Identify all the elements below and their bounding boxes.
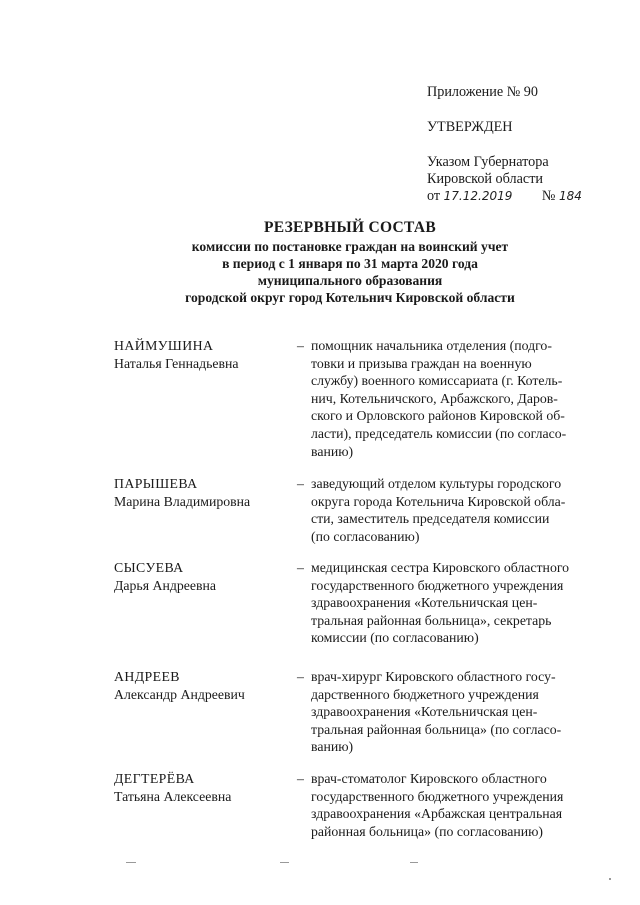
description-line: ского и Орловского районов Кировской об- — [311, 408, 565, 424]
description-line: врач-хирург Кировского областного госу- — [311, 669, 556, 684]
member-surname: ДЕГТЕРЁВА — [114, 771, 195, 786]
description-line: государственного бюджетного учреждения — [311, 577, 564, 593]
description-line: комиссии (по согласованию) — [311, 630, 479, 646]
member-description — [311, 559, 640, 647]
member-description — [311, 337, 640, 460]
handwritten-date: 17.12.2019 — [443, 189, 513, 203]
number-prefix: № — [541, 188, 556, 204]
member-description — [311, 770, 640, 840]
description-line: службу) военного комиссариата (г. Котель- — [311, 373, 563, 389]
member-surname: СЫСУЕВА — [114, 560, 184, 575]
description-line: ласти), председатель комиссии (по согласо- — [311, 425, 567, 441]
description-line: (по согласованию) — [311, 528, 420, 544]
document-title: РЕЗЕРВНЫЙ СОСТАВ — [263, 219, 437, 236]
member-name — [114, 337, 239, 373]
scan-speck — [280, 862, 289, 863]
scan-speck — [410, 862, 418, 863]
member-surname: ПАРЫШЕВА — [114, 476, 198, 491]
member-given-name: Марина Владимировна — [114, 494, 251, 509]
from-prefix: от — [427, 188, 441, 204]
description-line: заведующий отделом культуры городского — [311, 476, 562, 491]
description-line: товки и призыва граждан на военную — [311, 355, 532, 371]
description-line: здравоохранения «Котельничская цен- — [311, 704, 538, 720]
member-name — [114, 475, 250, 511]
description-line: округа города Котельнича Кировской обла- — [311, 493, 566, 509]
member-name — [114, 770, 231, 806]
date-number-line — [427, 188, 582, 205]
decree-line-2: Кировской области — [427, 171, 543, 187]
description-line: ванию) — [311, 443, 354, 459]
member-surname: НАЙМУШИНА — [114, 338, 214, 353]
decree-line-1: Указом Губернатора — [427, 154, 549, 170]
member-given-name: Дарья Андреевна — [114, 578, 217, 593]
member-name — [114, 668, 245, 704]
member-description — [311, 475, 640, 545]
title-line: комиссии по постановке граждан на воинский учет — [191, 239, 509, 254]
description-line: сти, заместитель председателя комиссии — [311, 511, 550, 527]
description-line: тральная районная больница» (по согласо- — [311, 721, 562, 737]
description-line: дарственного бюджетного учреждения — [311, 686, 539, 702]
description-line: медицинская сестра Кировского областного — [311, 560, 570, 575]
document-title-block — [110, 218, 590, 306]
member-surname: АНДРЕЕВ — [114, 669, 180, 684]
title-line: в период с 1 января по 31 марта 2020 года — [222, 256, 478, 271]
description-line: государственного бюджетного учреждения — [311, 788, 564, 804]
description-line: помощник начальника отделения (подго- — [311, 338, 552, 353]
scan-speck — [126, 862, 136, 863]
member-name — [114, 559, 216, 595]
member-dash: – — [297, 560, 304, 575]
member-given-name: Татьяна Алексеевна — [114, 789, 232, 804]
description-line: врач-стоматолог Кировского областного — [311, 771, 547, 786]
member-dash: – — [297, 476, 304, 491]
title-line: муниципального образования — [257, 273, 443, 288]
description-line: здравоохранения «Котельничская цен- — [311, 595, 538, 611]
description-line: нич, Котельничского, Арбажского, Даров- — [311, 390, 558, 406]
approval-block — [427, 84, 582, 205]
member-given-name: Александр Андреевич — [114, 687, 245, 702]
member-given-name: Наталья Геннадьевна — [114, 356, 239, 371]
member-description — [311, 668, 640, 756]
member-dash: – — [297, 771, 304, 786]
description-line: тральная районная больница», секретарь — [311, 612, 552, 628]
approved-label: УТВЕРЖДЕН — [427, 119, 513, 135]
member-dash: – — [297, 669, 304, 684]
description-line: здравоохранения «Арбажская центральная — [311, 806, 563, 822]
handwritten-number: 184 — [559, 189, 582, 203]
description-line: районная больница» (по согласованию) — [311, 823, 543, 839]
member-dash: – — [297, 338, 304, 353]
description-line: ванию) — [311, 739, 354, 755]
appendix-label: Приложение № 90 — [427, 84, 538, 100]
title-line: городской округ город Котельнич Кировской области — [185, 290, 515, 305]
scan-speck — [609, 878, 611, 880]
